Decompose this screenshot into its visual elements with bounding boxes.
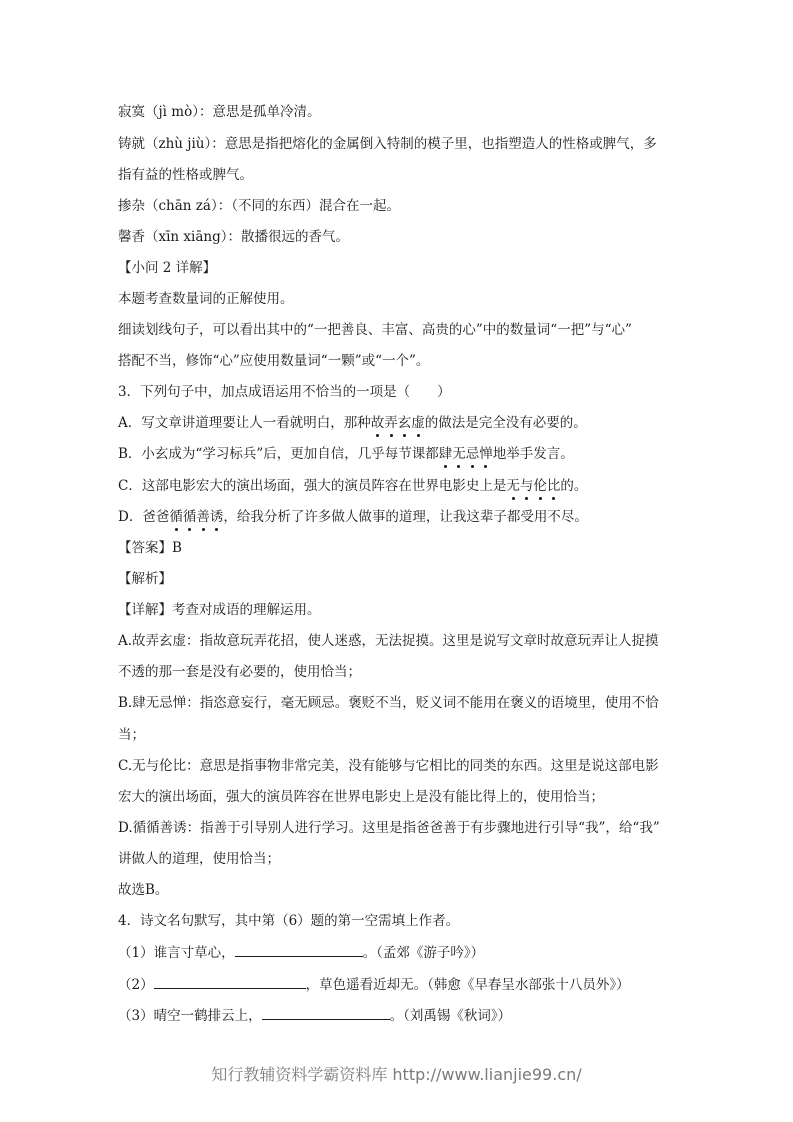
- option-d: D．爸爸循循善诱，给我分析了许多做人做事的道理，让我这辈子都受用不尽。: [118, 509, 588, 525]
- option-a: A．写文章讲道理要让人一看就明白，那种故弄玄虚的做法是完全没有必要的。: [118, 415, 587, 431]
- poem-item-2: （2） ，草色遥看近却无。（韩愈《早春呈水部张十八员外》）: [118, 974, 698, 995]
- text-line: A.故弄玄虚：指故意玩弄花招，使人迷惑，无法捉摸。这里是说写文章时故意玩弄让人捉摸: [118, 633, 659, 649]
- answer-blank: [154, 974, 306, 989]
- text-line: 讲做人的道理，使用恰当；: [118, 851, 280, 867]
- answer-blank: [235, 942, 363, 957]
- text-line: 不透的那一套是没有必要的，使用恰当；: [118, 664, 361, 680]
- question-stem: 3．下列句子中，加点成语运用不恰当的一项是（ ）: [118, 384, 451, 400]
- poem-item-1: （1）谁言寸草心， 。（孟郊《游子吟》）: [118, 942, 698, 963]
- text-line: 细读划线句子，可以看出其中的“一把善良、丰富、高贵的心”中的数量词“一把”与“心”: [118, 322, 632, 338]
- text-line: D.循循善诱：指善于引导别人进行学习。这里是指爸爸善于有步骤地进行引导“我”，给“我”: [118, 820, 660, 836]
- text-line: C.无与伦比：意思是指事物非常完美，没有能够与它相比的同类的东西。这里是说这部电影: [118, 758, 659, 774]
- text-line: 当；: [118, 727, 145, 743]
- text-line: 搭配不当，修饰“心”应使用数量词“一颗”或“一个”。: [118, 353, 430, 369]
- answer-blank: [262, 1005, 390, 1020]
- poem-item-3: （3）晴空一鹤排云上， 。（刘禹锡《秋词》）: [118, 1005, 698, 1026]
- text-line: 【详解】考查对成语的理解运用。: [118, 602, 321, 618]
- answer: 【答案】B: [118, 540, 182, 556]
- text-line: 本题考查数量词的正解使用。: [118, 291, 294, 307]
- option-c: C．这部电影宏大的演出场面，强大的演员阵容在世界电影史上是无与伦比的。: [118, 478, 588, 494]
- text-line: 宏大的演出场面，强大的演员阵容在世界电影史上是没有能比得上的，使用恰当；: [118, 789, 604, 805]
- section-heading: 【小问 2 详解】: [118, 260, 217, 276]
- option-b: B．小玄成为“学习标兵”后，更加自信，几乎每节课都肆无忌惮地举手发言。: [118, 446, 574, 462]
- question-stem: 4．诗文名句默写，其中第（6）题的第一空需填上作者。: [118, 913, 460, 929]
- text-line: 掺杂（chān zá）：（不同的东西）混合在一起。: [118, 198, 400, 214]
- text-line: B.肆无忌惮：指恣意妄行，毫无顾忌。褒贬不当，贬义词不能用在褒义的语境里，使用不恰: [118, 695, 659, 711]
- text-line: 寂寞（jì mò）：意思是孤单冷清。: [118, 104, 321, 120]
- text-line: 铸就（zhù jiù）：意思是指把熔化的金属倒入特制的模子里，也指塑造人的性格或脾气，多: [118, 136, 657, 152]
- text-line: 故选B。: [118, 882, 169, 898]
- text-line: 馨香（xīn xiāng）：散播很远的香气。: [118, 229, 349, 245]
- footer-watermark: 知行教辅资料学霸资料库 http://www.lianjie99.cn/: [211, 1065, 582, 1084]
- analysis-heading: 【解析】: [118, 571, 172, 587]
- text-line: 指有益的性格或脾气。: [118, 167, 253, 183]
